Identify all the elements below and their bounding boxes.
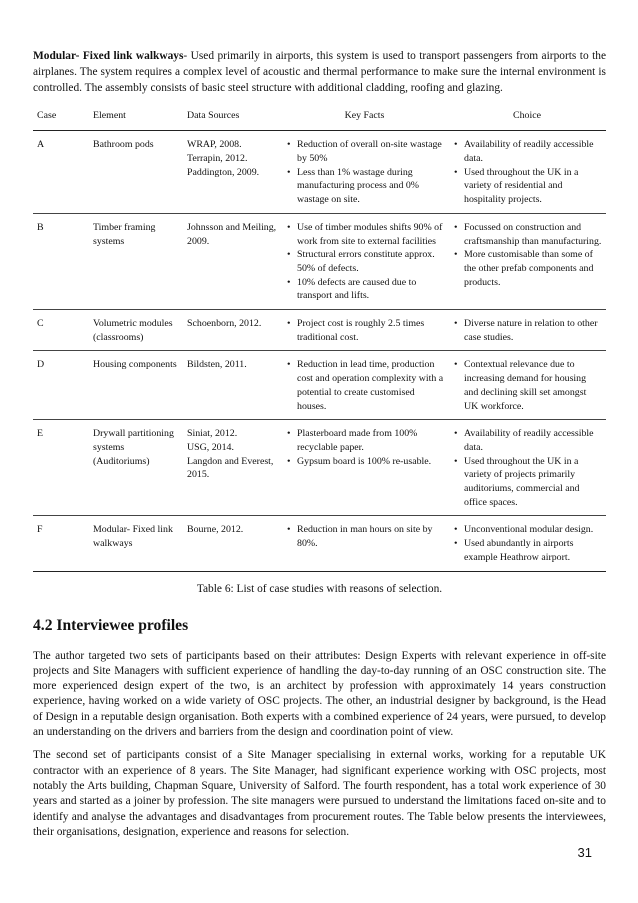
- source-line: WRAP, 2008.: [187, 139, 242, 151]
- cell-element: Housing components: [89, 351, 183, 420]
- table-row: [33, 131, 606, 214]
- choice-list: [452, 358, 602, 413]
- page-number: 31: [577, 845, 592, 860]
- bullet-item: • Used throughout the UK in a variety of projects primarily auditoriums, commercial and office spaces.: [464, 455, 602, 510]
- cell-choice: [448, 213, 606, 309]
- cell-element: Bathroom pods: [89, 131, 183, 214]
- key-facts-list: [285, 317, 444, 344]
- table-row: [33, 310, 606, 351]
- bullet-item: • Plasterboard made from 100% recyclable paper.: [297, 427, 444, 454]
- bullet-item: • Used abundantly in airports example Heathrow airport.: [464, 537, 602, 564]
- choice-list: [452, 317, 602, 344]
- choice-list: [452, 221, 602, 290]
- key-facts-list: [285, 358, 444, 413]
- table-caption: Table 6: List of case studies with reasons of selection.: [196, 582, 443, 595]
- header-case: Case: [33, 102, 89, 131]
- choice-list: [452, 427, 602, 509]
- cell-data-sources: [183, 420, 281, 516]
- body-paragraph-1: The author targeted two sets of participants based on their attributes: Design Experts with relevant experience in off-site projects and Site Managers with sufficient experience of handling the day-to-day running of an OSC construction site. The more experienced design expert of the two, is an architect by profession with approximately 14 years construction experience, having worked on a wide variety of OSC projects. The other, an industrial designer by background, is the Head of Design in a reputable design organisation. Both experts with a combined experience of 24 years, were pursued, to develop an understanding on the drivers and barriers from the design and coordination point of view.: [33, 649, 606, 739]
- cell-case: B: [33, 213, 89, 309]
- bullet-item: • Structural errors constitute approx. 50% of defects.: [297, 248, 444, 275]
- bullet-item: • More customisable than some of the other prefab components and products.: [464, 248, 602, 289]
- intro-paragraph: [33, 48, 606, 97]
- header-choice: Choice: [448, 102, 606, 131]
- bullet-item: • Availability of readily accessible data.: [464, 138, 602, 165]
- table-row: [33, 213, 606, 309]
- cell-case: A: [33, 131, 89, 214]
- cell-data-sources: [183, 131, 281, 214]
- source-line: Langdon and Everest, 2015.: [187, 455, 274, 481]
- bullet-item: • Used throughout the UK in a variety of residential and hospitality projects.: [464, 166, 602, 207]
- intro-bold-term: Modular- Fixed link walkways: [33, 50, 184, 62]
- cell-choice: [448, 351, 606, 420]
- source-line: Siniat, 2012.: [187, 428, 238, 440]
- cell-key-facts: [281, 420, 448, 516]
- cell-choice: [448, 516, 606, 571]
- source-line: Johnsson and Meiling, 2009.: [187, 221, 277, 247]
- source-line: Bourne, 2012.: [187, 524, 244, 536]
- cell-key-facts: [281, 310, 448, 351]
- bullet-item: • Contextual relevance due to increasing demand for housing and declining skill set amongst UK workforce.: [464, 358, 602, 413]
- body-paragraph-2: The second set of participants consist of a Site Manager specialising in external works, working for a reputable UK contractor with an experience of 8 years. The Site Manager, had significant experience working with OSC projects, most notably the Arts building, Chapman Square, University of Salford. The fourth respondent, has a total work experience of 30 years and started as a joiner by profession. The site managers were pursued to understand the limitations faced on-site and to identify and analyse the advantages and disadvantages from procurement routes. The Table below presents the interviewees, their organisations, designation, experience and reasons for selection.: [33, 749, 606, 838]
- cell-choice: [448, 420, 606, 516]
- table-row: [33, 351, 606, 420]
- bullet-item: • Project cost is roughly 2.5 times traditional cost.: [297, 317, 444, 344]
- table-body: [33, 131, 606, 571]
- bullet-item: • 10% defects are caused due to transport and lifts.: [297, 276, 444, 303]
- document-page: [33, 48, 606, 848]
- table-row: [33, 420, 606, 516]
- bullet-item: • Less than 1% wastage during manufacturing process and 0% wastage on site.: [297, 166, 444, 207]
- bullet-item: • Reduction of overall on-site wastage by 50%: [297, 138, 444, 165]
- header-key-facts: Key Facts: [281, 102, 448, 131]
- cell-key-facts: [281, 516, 448, 571]
- table-row: [33, 516, 606, 571]
- bullet-item: • Use of timber modules shifts 90% of work from site to external facilities: [297, 221, 444, 248]
- key-facts-list: [285, 523, 444, 550]
- key-facts-list: [285, 427, 444, 468]
- source-line: Paddington, 2009.: [187, 166, 260, 178]
- bullet-item: • Gypsum board is 100% re-usable.: [297, 455, 444, 469]
- cell-key-facts: [281, 351, 448, 420]
- bullet-item: • Reduction in man hours on site by 80%.: [297, 523, 444, 550]
- case-study-table: [33, 102, 606, 572]
- choice-list: [452, 523, 602, 564]
- cell-element: Modular- Fixed link walkways: [89, 516, 183, 571]
- cell-choice: [448, 310, 606, 351]
- bullet-item: • Availability of readily accessible data.: [464, 427, 602, 454]
- key-facts-list: [285, 138, 444, 207]
- source-line: USG, 2014.: [187, 441, 234, 453]
- source-line: Schoenborn, 2012.: [187, 318, 262, 330]
- cell-key-facts: [281, 131, 448, 214]
- cell-choice: [448, 131, 606, 214]
- cell-data-sources: [183, 351, 281, 420]
- cell-case: F: [33, 516, 89, 571]
- cell-case: E: [33, 420, 89, 516]
- bullet-item: • Focussed on construction and craftsmanship than manufacturing.: [464, 221, 602, 248]
- cell-key-facts: [281, 213, 448, 309]
- bullet-item: • Unconventional modular design.: [464, 523, 602, 537]
- cell-data-sources: [183, 213, 281, 309]
- intro-text: - Used primarily in airports, this system is used to transport passengers from airports to the airplanes. The system requires a complex level of acoustic and thermal performance to make sure the internal environment is controlled. The assembly consists of basic steel structure with additional cladding, roofing and glazing.: [33, 50, 606, 95]
- section-heading: 4.2 Interviewee profiles: [33, 616, 189, 634]
- cell-element: Timber framing systems: [89, 213, 183, 309]
- source-line: Bildsten, 2011.: [187, 359, 247, 371]
- key-facts-list: [285, 221, 444, 303]
- table-header-row: [33, 102, 606, 131]
- cell-data-sources: [183, 310, 281, 351]
- cell-data-sources: [183, 516, 281, 571]
- cell-case: C: [33, 310, 89, 351]
- choice-list: [452, 138, 602, 207]
- header-data-sources: Data Sources: [183, 102, 281, 131]
- bullet-item: • Reduction in lead time, production cost and operation complexity with a potential to create customised houses.: [297, 358, 444, 413]
- header-element: Element: [89, 102, 183, 131]
- source-line: Terrapin, 2012.: [187, 153, 248, 165]
- bullet-item: • Diverse nature in relation to other case studies.: [464, 317, 602, 344]
- cell-element: Drywall partitioning systems (Auditoriums): [89, 420, 183, 516]
- cell-case: D: [33, 351, 89, 420]
- cell-element: Volumetric modules (classrooms): [89, 310, 183, 351]
